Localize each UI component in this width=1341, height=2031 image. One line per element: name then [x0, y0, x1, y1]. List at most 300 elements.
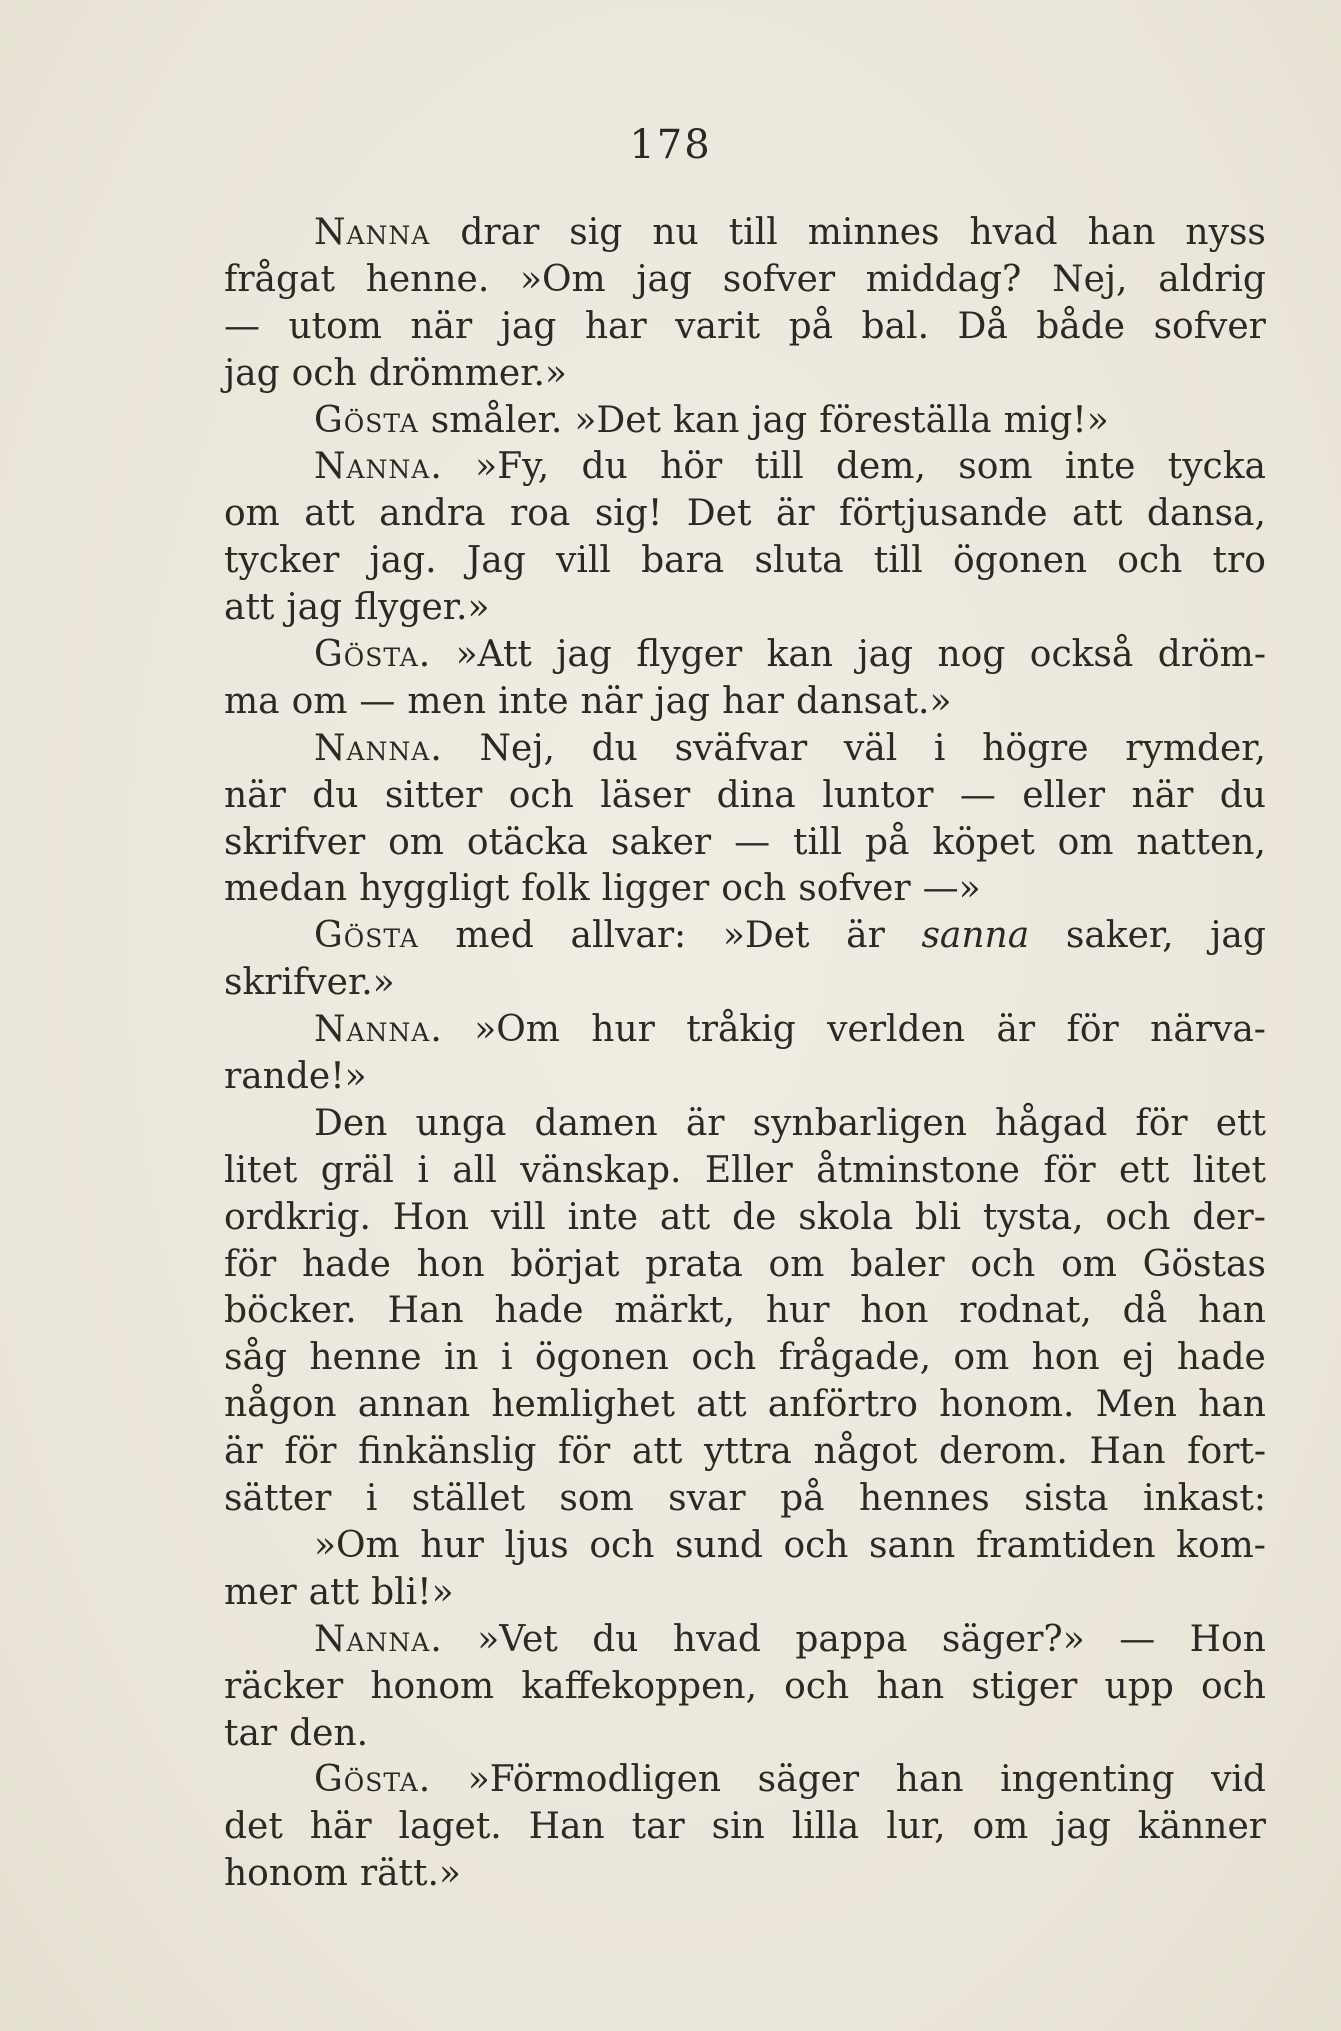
word: känner	[1137, 1806, 1266, 1848]
word: såg	[224, 1337, 287, 1379]
word: som	[958, 446, 1033, 488]
word: Göstas	[1142, 1243, 1266, 1285]
word: i	[417, 1149, 429, 1191]
word: börjat	[510, 1243, 620, 1285]
word: sann	[869, 1524, 956, 1566]
text-line	[224, 1757, 1266, 1804]
word: sväfvar	[674, 727, 808, 769]
word: —»	[922, 868, 981, 910]
word: på	[864, 821, 910, 863]
text-line	[224, 773, 1266, 820]
word: förtjusande	[839, 493, 1048, 535]
word: nu	[652, 212, 699, 253]
word: upp	[1104, 1665, 1174, 1707]
word: Nanna.	[314, 727, 443, 769]
word: sofver	[798, 868, 911, 910]
word: du	[1219, 774, 1266, 816]
word: tar	[631, 1806, 685, 1848]
text-line	[224, 491, 1266, 538]
word: »Fy,	[475, 446, 550, 488]
word: Hon	[1189, 1618, 1266, 1660]
word: varit	[675, 305, 761, 347]
word: kaffekoppen,	[521, 1665, 758, 1707]
text-line	[224, 444, 1266, 491]
word: sig	[569, 212, 623, 253]
word: all	[452, 1149, 497, 1191]
word: rodnat,	[959, 1290, 1092, 1332]
word: Han	[528, 1806, 605, 1848]
word: dem,	[835, 446, 926, 488]
word: köpet	[932, 821, 1035, 863]
word: och	[721, 868, 787, 910]
word: inkast:	[1142, 1478, 1266, 1520]
text-line	[224, 679, 1266, 726]
text-line	[224, 913, 1266, 960]
word: Då	[957, 305, 1008, 347]
word: har	[584, 305, 647, 347]
word: den.	[289, 1712, 369, 1754]
word: läser	[600, 774, 691, 816]
word: Han	[387, 1290, 464, 1332]
word: nyss	[1185, 212, 1266, 253]
word: jag	[500, 305, 557, 347]
word: jag	[556, 634, 612, 676]
word: Hon	[392, 1196, 470, 1238]
word: han	[1087, 212, 1156, 253]
word: »Om	[474, 1009, 560, 1051]
word: eller	[1022, 774, 1106, 816]
text-line	[224, 1288, 1266, 1335]
text-line	[224, 1148, 1266, 1195]
word: hyggligt	[359, 868, 510, 910]
word: anförtro	[767, 1384, 918, 1426]
word: ligger	[601, 868, 710, 910]
word: rande!»	[224, 1056, 367, 1098]
word: flyger	[636, 634, 743, 676]
word: luntor	[822, 774, 934, 816]
word: lur,	[886, 1806, 946, 1848]
word: för	[1043, 1149, 1096, 1191]
word: tysta,	[982, 1196, 1084, 1238]
word: jag	[1055, 1806, 1111, 1848]
word: säger?»	[941, 1618, 1085, 1660]
word: som	[559, 1478, 634, 1520]
word: för	[1066, 1009, 1119, 1051]
word: prata	[645, 1243, 743, 1285]
word: om	[972, 1806, 1029, 1848]
word: han	[876, 1665, 945, 1707]
word: i	[933, 727, 946, 769]
text-line	[224, 1101, 1266, 1148]
word: middag?	[865, 258, 1022, 300]
word: när	[224, 774, 286, 816]
word: medan	[224, 868, 348, 910]
word: allvar:	[570, 915, 687, 957]
word: —	[359, 680, 396, 722]
word: du	[592, 1618, 639, 1660]
word: damen	[534, 1102, 658, 1144]
word: skrifver	[224, 821, 366, 863]
text-line	[224, 1007, 1266, 1054]
word: är	[685, 1102, 725, 1144]
word: jag	[224, 352, 280, 394]
word: »Om	[520, 258, 606, 300]
word: och	[691, 1337, 757, 1379]
word: henne.	[365, 258, 490, 300]
text-line	[224, 210, 1266, 257]
word: »Om	[314, 1524, 400, 1566]
word: frågat	[224, 258, 335, 300]
word: för	[224, 1243, 277, 1285]
word: jag	[857, 634, 914, 676]
word: pappa	[795, 1618, 908, 1660]
word: dansat.»	[795, 680, 952, 722]
word: stället	[411, 1478, 525, 1520]
word: yttra	[703, 1431, 792, 1473]
word: utom	[288, 305, 382, 347]
text-line	[224, 866, 1266, 913]
word: väl	[843, 727, 898, 769]
text-line	[224, 726, 1266, 773]
word: drar	[460, 212, 540, 253]
word: hur	[420, 1524, 484, 1566]
word: »Förmodligen	[467, 1759, 722, 1801]
word: småler.	[430, 399, 563, 441]
word: jag	[636, 258, 693, 300]
word: —	[734, 821, 771, 863]
word: ett	[1119, 1149, 1170, 1191]
word: hon	[1031, 1337, 1100, 1379]
word: hade	[1176, 1337, 1266, 1379]
word: hon	[860, 1290, 929, 1332]
word: de	[732, 1196, 777, 1238]
word: men	[407, 680, 487, 722]
word: ögonen	[953, 540, 1088, 582]
word: honom.	[939, 1384, 1075, 1426]
word: hur	[591, 1009, 655, 1051]
word: minnes	[807, 212, 940, 253]
word: »Att	[455, 634, 532, 676]
word: ordkrig.	[224, 1196, 371, 1238]
word: vill	[555, 540, 611, 582]
word: hon	[416, 1243, 485, 1285]
word: hör	[660, 446, 723, 488]
word: baler	[850, 1243, 945, 1285]
word: bal.	[861, 305, 930, 347]
word: henne	[309, 1337, 422, 1379]
word: räcker	[224, 1665, 344, 1707]
word: jag	[1210, 915, 1266, 957]
word: sitter	[384, 774, 483, 816]
word: tar	[224, 1712, 278, 1754]
word: om	[768, 1243, 825, 1285]
word: stiger	[971, 1665, 1078, 1707]
text-line	[224, 820, 1266, 867]
word: märkt,	[614, 1290, 735, 1332]
word: frågade,	[778, 1337, 932, 1379]
word: Nej,	[1052, 258, 1128, 300]
text-line	[224, 1570, 1266, 1617]
word: Gösta	[314, 915, 419, 957]
word: saker	[610, 821, 712, 863]
word: han	[1198, 1384, 1266, 1426]
word: något	[813, 1431, 918, 1473]
word: dröm-	[1157, 634, 1266, 676]
word: mig!»	[1003, 399, 1109, 441]
word: gräl	[320, 1149, 394, 1191]
word: Han	[1089, 1431, 1166, 1473]
word: är	[996, 1009, 1036, 1051]
word: »Det	[722, 915, 810, 957]
word: att	[659, 1196, 711, 1238]
word: jag	[751, 399, 808, 441]
word: och	[589, 1524, 655, 1566]
word: och	[784, 1665, 850, 1707]
word: Jag	[466, 540, 526, 582]
word: hemlighet	[491, 1384, 676, 1426]
text-line	[224, 1335, 1266, 1382]
word: och	[970, 1243, 1036, 1285]
word: och	[1200, 1665, 1266, 1707]
word: vänskap.	[520, 1149, 682, 1191]
text-line	[224, 1382, 1266, 1429]
word: och	[291, 352, 357, 394]
word: ett	[1215, 1102, 1266, 1144]
word: unga	[415, 1102, 507, 1144]
word: att	[631, 1431, 683, 1473]
word: mer	[224, 1571, 297, 1613]
word: framtiden	[975, 1524, 1156, 1566]
word: och	[783, 1524, 849, 1566]
word: sätter	[224, 1478, 332, 1520]
word: och	[1105, 1196, 1171, 1238]
word: annan	[357, 1384, 471, 1426]
word: Nanna.	[314, 1618, 443, 1660]
text-line	[224, 1195, 1266, 1242]
word: jag.	[369, 540, 437, 582]
word: inte	[498, 680, 569, 722]
word: andra	[379, 493, 486, 535]
word: jag	[286, 587, 343, 629]
word: kom-	[1176, 1524, 1266, 1566]
text-line	[224, 632, 1266, 679]
word: roa	[510, 493, 571, 535]
word: till	[728, 212, 778, 253]
word: när	[580, 680, 643, 722]
body-text	[224, 210, 1266, 1898]
word: både	[1036, 305, 1126, 347]
word: hvad	[672, 1618, 761, 1660]
word: Nanna	[314, 212, 431, 253]
word: bli!»	[371, 1571, 454, 1613]
word: finkänslig	[358, 1431, 537, 1473]
word: der-	[1192, 1196, 1266, 1238]
word: om	[1057, 821, 1114, 863]
word: in	[443, 1337, 479, 1379]
word: någon	[224, 1384, 337, 1426]
word: om	[388, 821, 444, 863]
word: du	[581, 446, 628, 488]
word: inte	[1064, 446, 1136, 488]
word: hade	[301, 1243, 391, 1285]
word: rymder,	[1125, 727, 1266, 769]
word: när	[410, 305, 473, 347]
word: skola	[798, 1196, 894, 1238]
text-line	[224, 1804, 1266, 1851]
word: honom	[224, 1853, 348, 1895]
word: ljus	[504, 1524, 569, 1566]
word: och	[508, 774, 574, 816]
word: om	[291, 680, 348, 722]
word: Den	[314, 1102, 388, 1144]
word: Gösta.	[314, 634, 432, 676]
word: drömmer.»	[368, 352, 567, 394]
text-line	[224, 304, 1266, 351]
word: hur	[765, 1290, 830, 1332]
word: rätt.»	[359, 1853, 461, 1895]
word: —	[959, 774, 996, 816]
text-line	[224, 1664, 1266, 1711]
word: tycker	[224, 540, 340, 582]
word: skrifver.»	[224, 962, 395, 1004]
word: hågad	[995, 1102, 1108, 1144]
word: att	[696, 1384, 747, 1426]
word: med	[455, 915, 534, 957]
word: säger	[757, 1759, 860, 1801]
word: föreställa	[819, 399, 992, 441]
word: när	[1131, 774, 1194, 816]
word: sanna	[921, 915, 1030, 957]
text-line	[224, 1242, 1266, 1289]
word: lilla	[791, 1806, 860, 1848]
text-line	[224, 1711, 1266, 1758]
word: saker,	[1065, 915, 1174, 957]
word: här	[309, 1806, 372, 1848]
word: att	[304, 493, 355, 535]
word: sista	[1024, 1478, 1109, 1520]
word: kan	[766, 634, 834, 676]
word: hade	[494, 1290, 584, 1332]
text-line	[224, 351, 1266, 398]
word: för	[558, 1431, 611, 1473]
word: sin	[711, 1806, 765, 1848]
word: bli	[915, 1196, 962, 1238]
word: ma	[224, 680, 280, 722]
word: laget.	[398, 1806, 502, 1848]
word: åtminstone	[816, 1149, 1020, 1191]
word: till	[873, 540, 923, 582]
word: att	[1072, 493, 1123, 535]
word: att	[308, 1571, 360, 1613]
word: sofver	[1153, 305, 1266, 347]
word: högre	[982, 727, 1089, 769]
word: otäcka	[466, 821, 588, 863]
word: är	[224, 1431, 263, 1473]
word: svar	[668, 1478, 746, 1520]
word: Nej,	[479, 727, 555, 769]
word: har	[722, 680, 784, 722]
text-line	[224, 538, 1266, 585]
word: verlden	[827, 1009, 966, 1051]
word: är	[775, 493, 815, 535]
text-line	[224, 1054, 1266, 1101]
word: flyger.»	[354, 587, 490, 629]
word: på	[780, 1478, 825, 1520]
word: litet	[1192, 1149, 1266, 1191]
word: tråkig	[686, 1009, 796, 1051]
text-line	[224, 1476, 1266, 1523]
word: kan	[673, 399, 740, 441]
word: Nanna.	[314, 446, 443, 488]
word: fort-	[1187, 1431, 1266, 1473]
text-line	[224, 257, 1266, 304]
word: Det	[686, 493, 752, 535]
text-line	[224, 1851, 1266, 1898]
word: folk	[521, 868, 590, 910]
word: honom	[370, 1665, 495, 1707]
text-line	[224, 585, 1266, 632]
word: vill	[490, 1196, 546, 1238]
word: och	[1117, 540, 1183, 582]
word: till	[793, 821, 843, 863]
word: Nanna.	[314, 1009, 443, 1051]
word: det	[224, 1806, 283, 1848]
word: till	[754, 446, 804, 488]
word: sofver	[722, 258, 836, 300]
word: tycka	[1167, 446, 1266, 488]
word: nog	[937, 634, 1006, 676]
text-line	[224, 1523, 1266, 1570]
word: då	[1122, 1290, 1168, 1332]
text-line	[224, 1617, 1266, 1664]
word: han	[895, 1759, 964, 1801]
word: också	[1029, 634, 1134, 676]
word: att	[224, 587, 275, 629]
word: synbarligen	[752, 1102, 967, 1144]
word: om	[1061, 1243, 1117, 1285]
word: vid	[1211, 1759, 1266, 1801]
word: sig!	[594, 493, 663, 535]
word: dina	[716, 774, 796, 816]
word: om	[953, 1337, 1010, 1379]
word: i	[500, 1337, 513, 1379]
word: tro	[1212, 540, 1266, 582]
word: —	[224, 305, 260, 347]
word: ögonen	[534, 1337, 669, 1379]
word: böcker.	[224, 1290, 357, 1332]
word: Eller	[704, 1149, 793, 1191]
word: för	[284, 1431, 337, 1473]
word: aldrig	[1158, 258, 1266, 300]
word: ingenting	[1000, 1759, 1175, 1801]
word: hennes	[859, 1478, 990, 1520]
word: sluta	[754, 540, 844, 582]
word: »Vet	[477, 1618, 558, 1660]
word: Men	[1095, 1384, 1177, 1426]
page-number: 178	[629, 122, 712, 168]
word: litet	[224, 1149, 298, 1191]
word: du	[312, 774, 359, 816]
word: om	[224, 493, 280, 535]
word: bara	[641, 540, 725, 582]
word: jag	[654, 680, 711, 722]
word: Gösta.	[314, 1759, 432, 1801]
word: —	[1119, 1618, 1156, 1660]
word: för	[1135, 1102, 1188, 1144]
text-line	[224, 1429, 1266, 1476]
word: hvad	[969, 212, 1058, 253]
text-line	[224, 398, 1266, 445]
